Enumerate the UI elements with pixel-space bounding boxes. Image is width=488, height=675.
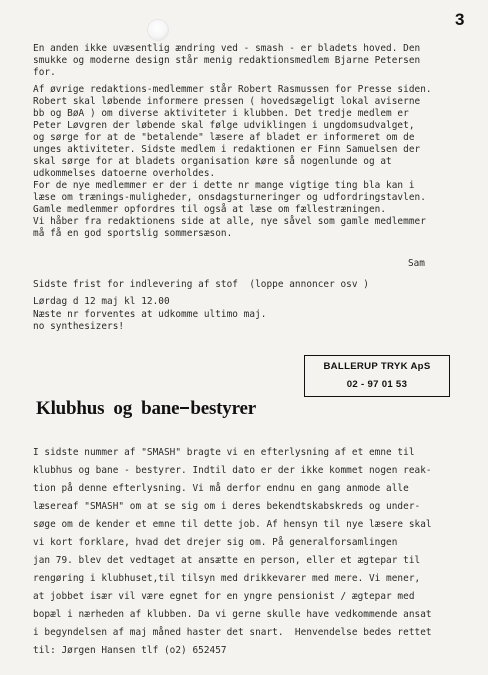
- stamp-company-name: BALLERUP TRYK ApS: [323, 361, 431, 372]
- text-line: læse om trænings-muligheder, onsdagsturneringer og udfordringstavlen.: [33, 192, 426, 203]
- text-line: En anden ikke uvæsentlig ændring ved - smash - er bladets hoved. Den: [33, 43, 421, 54]
- article-line: i begyndelsen af maj måned haster det snart. Henvendelse bedes rettet: [33, 627, 432, 638]
- article-line: til: Jørgen Hansen tlf (o2) 652457: [33, 645, 227, 656]
- printer-stamp: [304, 355, 450, 397]
- text-line: udkommelses datoerne overholdes.: [33, 168, 216, 179]
- text-line: Gamle medlemmer opfordres til også at læse om fællestræningen.: [33, 204, 387, 215]
- article-line: I sidste nummer af "SMASH" bragte vi en efterlysning af et emne til: [33, 447, 415, 458]
- article-line: jan 79. blev det vedtaget at ansætte en person, eller et ægtepar til: [33, 555, 421, 566]
- text-line: Vi håber fra redaktionens side at alle, nye såvel som gamle medlemmer: [33, 216, 426, 227]
- text-line: Robert skal løbende informere pressen ( hovedsægeligt lokal aviserne: [33, 96, 421, 107]
- heading-dash: [180, 407, 189, 409]
- notice-line: no synthesizers!: [33, 321, 125, 332]
- text-line: og sørge for at de "betalende" læsere af bladet er informeret om de: [33, 132, 415, 143]
- article-line: vi kort forklare, hvad det drejer sig om. På generalforsamlingen: [33, 537, 398, 548]
- article-line: tion på denne efterlysning. Vi må derfor endnu en gang anmode alle: [33, 483, 409, 494]
- text-line: Peter Løvgren der løbende skal følge udviklingen i ungdomsudvalget,: [33, 120, 415, 131]
- heading-part-2: bestyrer: [190, 398, 256, 419]
- section-heading: [36, 398, 256, 420]
- article-line: klubhus og bane - bestyrer. Indtil dato er der ikke kommet nogen reak-: [33, 465, 432, 476]
- signature: Sam: [408, 258, 425, 269]
- article-line: bopæl i nærheden af klubben. Da vi gerne skulle have vedkommende ansat: [33, 609, 432, 620]
- notice-line: Sidste frist for indlevering af stof (loppe annoncer osv ): [33, 279, 369, 290]
- text-line: må få en god sportslig sommersæson.: [33, 228, 233, 239]
- text-line: skal sørge for at bladets organisation køre så nogenlunde og at: [33, 156, 392, 167]
- text-line: for.: [33, 67, 56, 78]
- notice-line: Lørdag d 12 maj kl 12.00: [33, 296, 170, 307]
- text-line: unges aktiviteter. Sidste medlem i redaktionen er Finn Samuelsen der: [33, 144, 421, 155]
- article-line: søge om de kender et emne til dette job. Af hensyn til nye læsere skal: [33, 519, 432, 530]
- text-line: smukke og moderne design står menig redaktionsmedlem Bjarne Petersen: [33, 55, 421, 66]
- article-line: at jobbet især vil være egnet for en yngre pensionist / ægtepar med: [33, 591, 415, 602]
- article-line: læsereaf "SMASH" om at se sig om i deres bekendtskabskreds og under-: [33, 501, 421, 512]
- punch-hole: [148, 20, 168, 40]
- text-line: bb og BøA ) om diverse aktiviteter i klubben. Det tredje medlem er: [33, 108, 409, 119]
- article-line: rengøring i klubhuset,til tilsyn med drikkevarer med mere. Vi mener,: [33, 573, 421, 584]
- heading-part-1: Klubhus og bane: [36, 398, 180, 419]
- notice-line: Næste nr forventes at udkomme ultimo maj.: [33, 309, 267, 320]
- stamp-phone: 02 - 97 01 53: [346, 379, 408, 390]
- page-number: 3: [455, 10, 465, 29]
- text-line: Af øvrige redaktions-medlemmer står Robert Rasmussen for Presse siden.: [33, 84, 432, 95]
- text-line: For de nye medlemmer er der i dette nr mange vigtige ting bla kan i: [33, 180, 415, 191]
